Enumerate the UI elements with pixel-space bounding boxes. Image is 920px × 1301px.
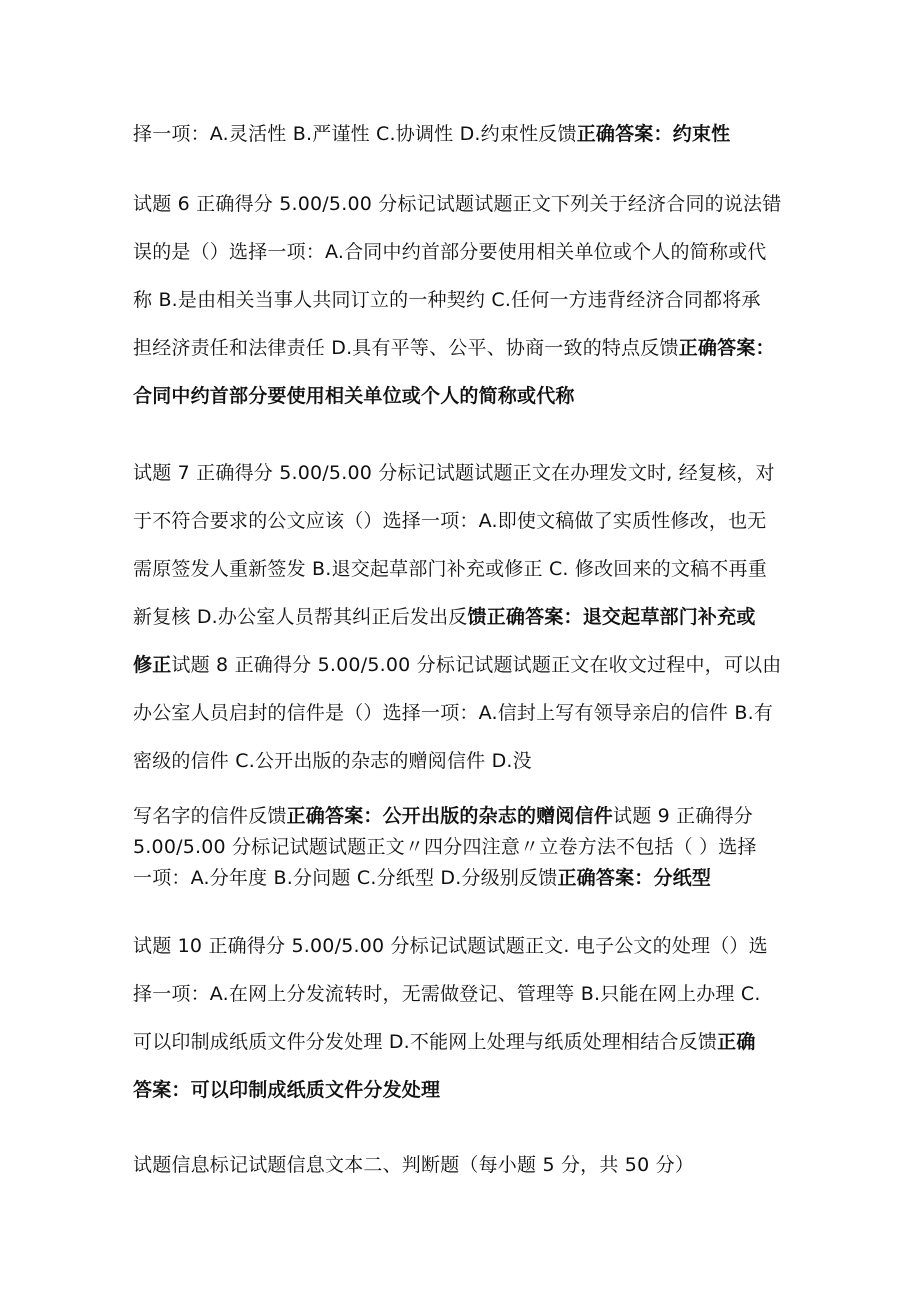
body-text: 试题信息标记试题信息文本二、判断题（每小题 5 分，共 50 分） bbox=[133, 1154, 695, 1176]
text-line bbox=[133, 593, 803, 641]
section-heading-judgment bbox=[133, 1141, 803, 1189]
text-line bbox=[133, 970, 803, 1018]
question-6 bbox=[133, 180, 803, 420]
text-line bbox=[133, 1018, 803, 1066]
answer-text: 合同中约首部分要使用相关单位或个人的简称或代称 bbox=[133, 385, 575, 407]
answer-text: 答案：可以印制成纸质文件分发处理 bbox=[133, 1079, 441, 1101]
body-text: 试题 7 正确得分 5.00/5.00 分标记试题试题正文在办理发文时, 经复核，对 bbox=[133, 462, 775, 484]
question-5-tail bbox=[133, 110, 803, 158]
body-text: 需原签发人重新签发 B.退交起草部门补充或修正 C. 修改回来的文稿不再重 bbox=[133, 558, 767, 580]
body-text: 试题 9 正确得分 bbox=[613, 805, 753, 827]
answer-text: 正确答案：分纸型 bbox=[557, 867, 712, 889]
text-line bbox=[133, 545, 803, 593]
text-line bbox=[133, 689, 803, 737]
body-text: 称 B.是由相关当事人共同订立的一种契约 C.任何一方违背经济合同都将承 bbox=[133, 289, 761, 311]
body-text: 密级的信件 C.公开出版的杂志的赠阅信件 D.没 bbox=[133, 750, 532, 772]
body-text: 择一项：A.灵活性 B.严谨性 C.协调性 D.约束性反馈 bbox=[133, 123, 577, 145]
body-text: 5.00/5.00 分标记试题试题正文〃四分四注意〃立卷方法不包括（ ）选择 bbox=[133, 836, 757, 858]
body-text: 试题 8 正确得分 5.00/5.00 分标记试题试题正文在收文过程中，可以由 bbox=[171, 654, 782, 676]
body-text: 于不符合要求的公文应该（）选择一项：A.即使文稿做了实质性修改，也无 bbox=[133, 510, 767, 532]
text-line bbox=[133, 737, 803, 785]
body-text: 一项：A.分年度 B.分问题 C.分纸型 D.分级别反馈 bbox=[133, 867, 558, 889]
body-text: 新复核 D.办公室人员帮其纠正后发出反 bbox=[133, 606, 468, 628]
text-line bbox=[133, 863, 803, 894]
body-text: 办公室人员启封的信件是（）选择一项：A.信封上写有领导亲启的信件 B.有 bbox=[133, 702, 774, 724]
answer-text: 正确答案： bbox=[678, 337, 775, 359]
text-line bbox=[133, 922, 803, 970]
text-line bbox=[133, 641, 803, 689]
body-text: 写名字的信件反馈 bbox=[133, 805, 287, 827]
answer-text: 正确答案：约束性 bbox=[576, 123, 731, 145]
text-line bbox=[133, 832, 803, 863]
answer-text: 馈正确答案：退交起草部门补充或 bbox=[467, 606, 756, 628]
body-text: 可以印制成纸质文件分发处理 D.不能网上处理与纸质处理相结合反馈 bbox=[133, 1031, 718, 1053]
answer-text: 正确答案：公开出版的杂志的赠阅信件 bbox=[286, 805, 614, 827]
answer-text: 修正 bbox=[133, 654, 172, 676]
body-text: 试题 6 正确得分 5.00/5.00 分标记试题试题正文下列关于经济合同的说法错 bbox=[133, 193, 782, 215]
body-text: 误的是（）选择一项：A.合同中约首部分要使用相关单位或个人的简称或代 bbox=[133, 241, 767, 263]
text-line bbox=[133, 1066, 803, 1114]
question-10 bbox=[133, 922, 803, 1114]
answer-text: 正确 bbox=[717, 1031, 756, 1053]
text-line bbox=[133, 801, 803, 832]
text-line bbox=[133, 180, 803, 228]
text-line bbox=[133, 324, 803, 372]
question-8-and-9 bbox=[133, 801, 803, 894]
text-line bbox=[133, 228, 803, 276]
body-text: 担经济责任和法律责任 D.具有平等、公平、协商一致的特点反馈 bbox=[133, 337, 679, 359]
text-line bbox=[133, 1141, 803, 1189]
body-text: 试题 10 正确得分 5.00/5.00 分标记试题试题正文. 电子公文的处理（）选 bbox=[133, 935, 768, 957]
text-line bbox=[133, 497, 803, 545]
text-line bbox=[133, 372, 803, 420]
text-line bbox=[133, 449, 803, 497]
question-7-and-8 bbox=[133, 449, 803, 785]
text-line bbox=[133, 110, 803, 158]
text-line bbox=[133, 276, 803, 324]
body-text: 择一项：A.在网上分发流转时，无需做登记、管理等 B.只能在网上办理 C. bbox=[133, 983, 761, 1005]
